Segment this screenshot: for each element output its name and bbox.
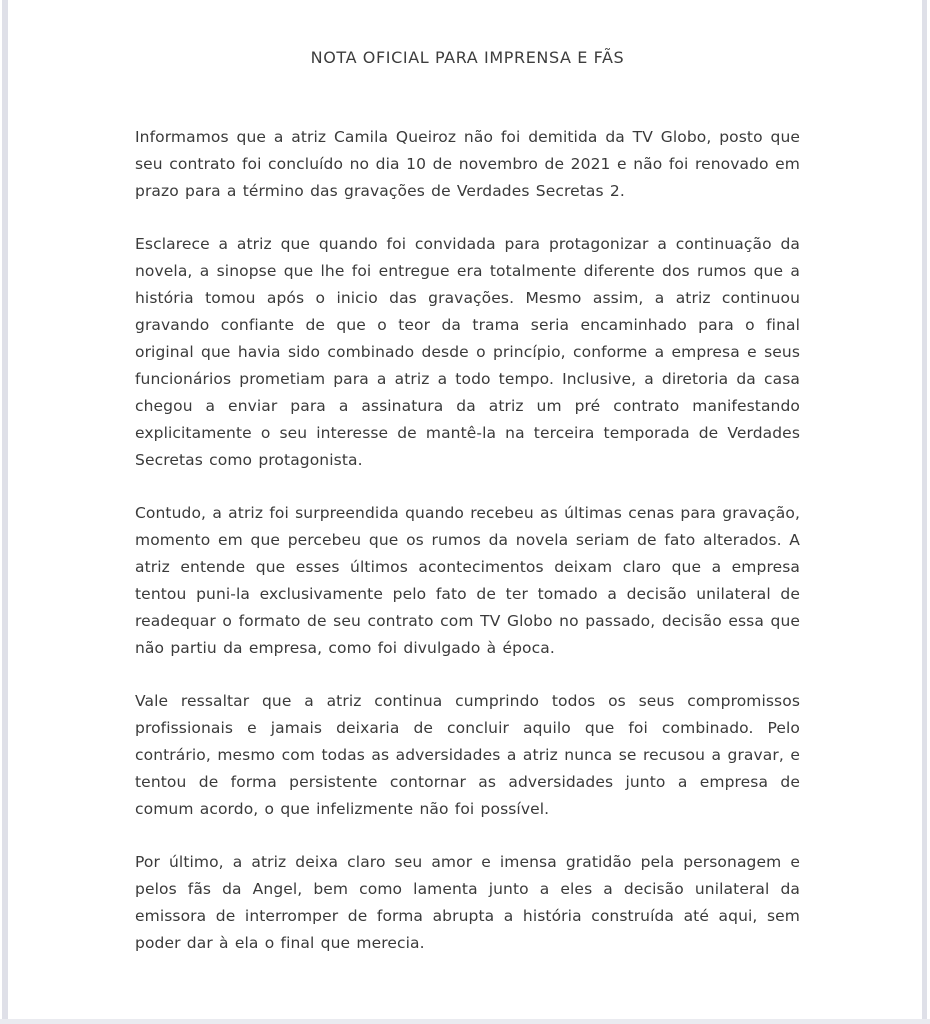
page-left-edge [2, 0, 8, 1024]
paragraph-5: Por último, a atriz deixa claro seu amor e imensa gratidão pela personagem e pelos fãs da Angel, bem como lamenta junto a eles a decisão unilateral da emissora de interromper de forma abrupta a história construída até aqui, sem poder dar à ela o final que merecia. [135, 853, 800, 952]
paragraph-1: Informamos que a atriz Camila Queiroz não foi demitida da TV Globo, posto que seu contrato foi concluído no dia 10 de novembro de 2021 e não foi renovado em prazo para a término das gravações de Verdades Secretas 2. [135, 128, 800, 200]
paragraph-4: Vale ressaltar que a atriz continua cumprindo todos os seus compromissos profissionais e jamais deixaria de concluir aquilo que foi combinado. Pelo contrário, mesmo com todas as adversidades a atriz nunca se recusou a gravar, e tentou de forma persistente contornar as adversidades junto a empresa de comum acordo, o que infelizmente não foi possível. [135, 692, 800, 818]
paragraph-3: Contudo, a atriz foi surpreendida quando recebeu as últimas cenas para gravação, momento em que percebeu que os rumos da novela seriam de fato alterados. A atriz entende que esses últimos acontecimentos deixam claro que a empresa tentou puni-la exclusivamente pelo fato de ter tomado a decisão unilateral de readequar o formato de seu contrato com TV Globo no passado, decisão essa que não partiu da empresa, como foi divulgado à época. [135, 504, 800, 657]
document-title: NOTA OFICIAL PARA IMPRENSA E FÃS [310, 48, 625, 67]
document-body [135, 48, 800, 957]
page-right-edge [922, 0, 927, 1024]
page-bottom-edge [0, 1019, 930, 1024]
paragraph-2: Esclarece a atriz que quando foi convidada para protagonizar a continuação da novela, a sinopse que lhe foi entregue era totalmente diferente dos rumos que a história tomou após o inicio das gravações. Mesmo assim, a atriz continuou gravando confiante de que o teor da trama seria encaminhado para o final original que havia sido combinado desde o princípio, conforme a empresa e seus funcionários prometiam para a atriz a todo tempo. Inclusive, a diretoria da casa chegou a enviar para a assinatura da atriz um pré contrato manifestando explicitamente o seu interesse de mantê-la na terceira temporada de Verdades Secretas como protagonista. [135, 235, 800, 469]
